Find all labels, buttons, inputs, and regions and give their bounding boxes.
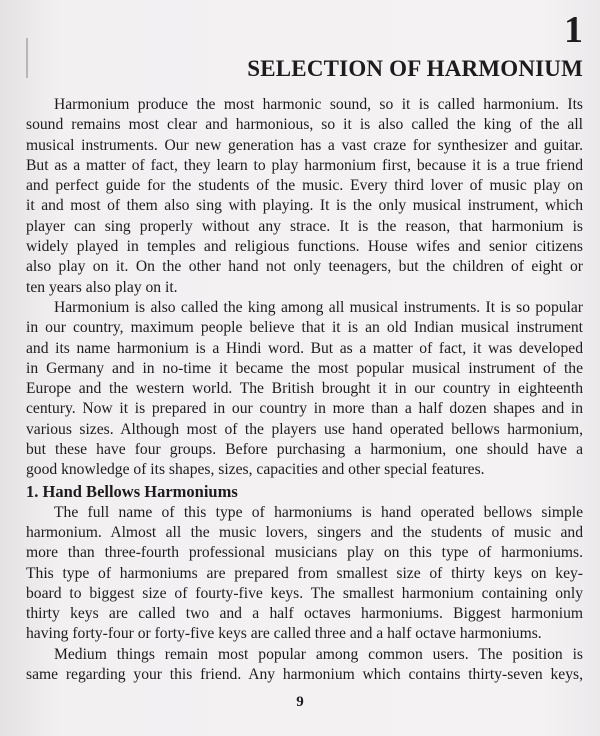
text-line: Harmonium produce the most harmonic sound, so it is called harmonium. Its <box>54 96 583 113</box>
text-line: musical instruments. Our new generation has a vast craze for synthesizer and guitar. <box>26 136 583 154</box>
text-line: more than three-fourth professional musicians play on this type of harmoniums. <box>26 544 583 562</box>
text-line: harmonium. Almost all the music lovers, singers and the students of music and <box>26 523 583 541</box>
text-line: ten years also play on it. <box>26 278 178 296</box>
chapter-number: 1 <box>564 9 583 51</box>
paragraph-1 <box>26 95 583 298</box>
text-line: This type of harmoniums are prepared from smallest size of thirty keys on key- <box>26 564 583 582</box>
text-line: in Germany and in no-time it became the most popular musical instrument of the <box>26 359 583 377</box>
paragraph-3 <box>26 503 583 645</box>
text-line: thirty keys are called two and a half octaves harmoniums. Biggest harmonium <box>26 605 583 623</box>
text-line: Medium things remain most popular among common users. The position is <box>54 645 583 663</box>
text-line: But as a matter of fact, they learn to play harmonium first, because it is a true friend <box>26 156 583 174</box>
text-line: The full name of this type of harmoniums is hand operated bellows simple <box>54 503 583 521</box>
text-line: century. Now it is prepared in our country in more than a half dozen shapes and in <box>26 400 583 418</box>
chapter-title: SELECTION OF HARMONIUM <box>247 56 583 81</box>
page-body <box>26 95 583 685</box>
text-line: and perfect guide for the students of the music. Every third lover of music play on <box>26 177 583 195</box>
paragraph-4 <box>26 645 583 686</box>
text-line: board to biggest size of fourty-five keys. The smallest harmonium containing only <box>26 584 583 602</box>
text-line: but these have four groups. Before purchasing a harmonium, one should have a <box>26 441 583 459</box>
text-line: it and most of them also sing with playing. It is the only musical instrument, which <box>26 197 583 215</box>
page-number: 9 <box>296 694 304 710</box>
text-line: Europe and the western world. The British brought it in our country in eighteenth <box>26 380 583 398</box>
text-line: in our country, maximum people believe that it is an old Indian musical instrument <box>26 319 583 337</box>
scan-artifact <box>26 38 28 78</box>
text-line: also play on it. On the other hand not only teenagers, but the children of eight or <box>26 258 583 276</box>
text-line: Harmonium is also called the king among all musical instruments. It is so popular <box>54 298 583 316</box>
text-line: same regarding your this friend. Any harmonium which contains thirty-seven keys, <box>26 666 583 684</box>
text-line: good knowledge of its shapes, sizes, capacities and other special features. <box>26 461 485 479</box>
text-line: having forty-four or forty-five keys are called three and a half octave harmoniums. <box>26 625 542 643</box>
text-line: and its name harmonium is a Hindi word. But as a matter of fact, it was developed <box>26 339 583 357</box>
text-line: player can sing properly without any strace. It is the reason, that harmonium is <box>26 217 583 235</box>
paragraph-2 <box>26 298 583 481</box>
section-heading: 1. Hand Bellows Harmoniums <box>26 481 238 501</box>
text-line: various sizes. Although most of the players use hand operated bellows harmonium, <box>26 420 583 438</box>
text-line: sound remains most clear and harmonious, so it is also called the king of the all <box>26 116 583 134</box>
text-line: widely played in temples and religious functions. House wifes and senior citizens <box>26 238 583 256</box>
